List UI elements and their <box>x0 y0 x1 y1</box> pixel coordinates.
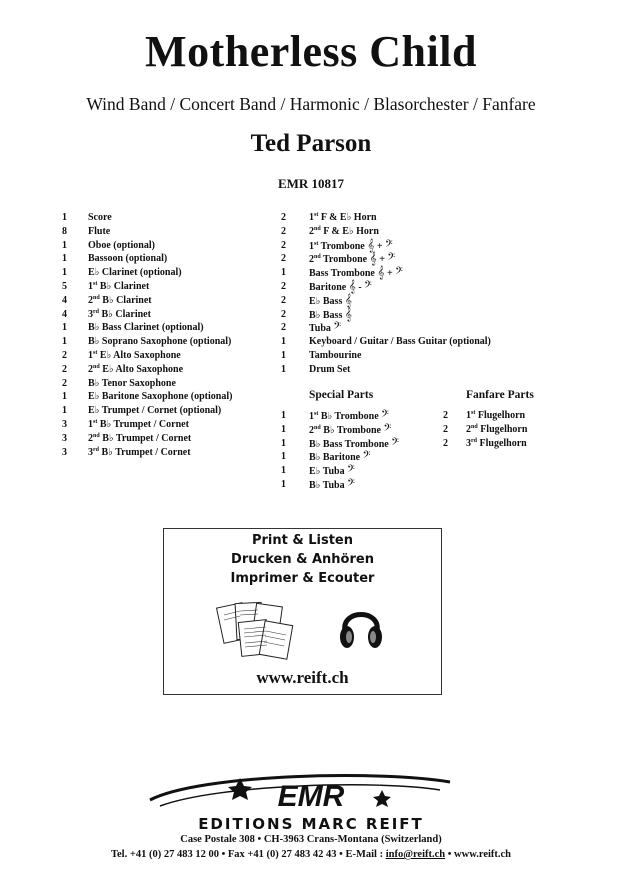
part-row <box>62 432 232 446</box>
part-quantity: 1 <box>281 437 286 449</box>
sheet-music-icon <box>214 599 304 661</box>
part-row <box>281 478 399 492</box>
part-name: 2nd B♭ Trumpet / Cornet <box>88 432 192 444</box>
part-quantity: 1 <box>281 363 286 375</box>
contact-website[interactable]: • www.reift.ch <box>445 849 512 860</box>
publisher-contact <box>0 849 622 860</box>
part-row <box>62 335 232 349</box>
part-quantity: 1 <box>281 410 286 421</box>
part-quantity: 1 <box>281 478 286 490</box>
part-quantity: 1 <box>62 322 67 334</box>
part-name: Baritone 𝄞 - 𝄢 <box>309 278 372 293</box>
part-row <box>281 294 491 308</box>
part-row <box>281 450 399 464</box>
part-row <box>281 239 491 253</box>
publisher-address: Case Postale 308 • CH-3963 Crans-Montana (Switzerland) <box>180 834 442 845</box>
part-name: B♭ Bass Clarinet (optional) <box>88 322 204 334</box>
part-name: Keyboard / Guitar / Bass Guitar (optional) <box>309 336 491 348</box>
part-row <box>281 266 491 280</box>
part-quantity: 3 <box>62 446 67 458</box>
part-quantity: 4 <box>62 308 67 320</box>
part-name: 3rd Flugelhorn <box>466 437 527 449</box>
part-row <box>62 446 232 460</box>
part-name: Drum Set <box>309 363 351 375</box>
part-name: B♭ Bass 𝄞 <box>309 306 352 321</box>
part-row <box>281 308 491 322</box>
part-quantity: 1 <box>281 465 286 477</box>
part-row <box>62 363 232 377</box>
part-quantity: 1 <box>62 391 67 403</box>
contact-phone-fax: Tel. +41 (0) 27 483 12 00 • Fax +41 (0) 27 483 42 43 • E-Mail : <box>110 849 386 860</box>
part-quantity: 2 <box>281 322 286 334</box>
part-name: Tambourine <box>309 349 362 361</box>
part-row <box>281 225 491 239</box>
part-quantity: 2 <box>281 253 286 265</box>
part-row <box>281 464 399 478</box>
part-name: E♭ Trumpet / Cornet (optional) <box>88 405 222 417</box>
part-name: B♭ Tenor Saxophone <box>88 377 176 389</box>
part-row <box>62 252 232 266</box>
part-quantity: 1 <box>281 267 286 279</box>
part-quantity: 2 <box>281 294 286 306</box>
instrumentation-list-left <box>62 211 232 459</box>
part-name: B♭ Baritone 𝄢 <box>309 449 371 464</box>
part-quantity: 1 <box>62 212 67 223</box>
part-quantity: 4 <box>62 294 67 306</box>
part-name: Score <box>88 212 112 223</box>
part-row <box>62 308 232 322</box>
part-row <box>62 294 232 308</box>
part-name: Bassoon (optional) <box>88 253 168 265</box>
part-quantity: 1 <box>281 451 286 463</box>
composer-name: Ted Parson <box>250 130 372 157</box>
part-row <box>443 437 527 451</box>
part-quantity: 1 <box>281 336 286 348</box>
part-name: Bass Trombone 𝄞 + 𝄢 <box>309 265 403 280</box>
part-quantity: 2 <box>281 212 286 223</box>
part-name: Flute <box>88 225 111 237</box>
part-name: 1st Flugelhorn <box>466 410 526 421</box>
part-name: E♭ Bass 𝄞 <box>309 292 352 307</box>
headphones-icon <box>336 597 386 655</box>
part-row <box>62 239 232 253</box>
part-quantity: 3 <box>62 418 67 430</box>
promo-line-english: Print & Listen <box>251 533 354 548</box>
part-quantity: 2 <box>281 280 286 292</box>
part-row <box>281 363 491 377</box>
part-row <box>281 437 399 451</box>
part-row <box>62 211 232 225</box>
part-name: 1st Trombone 𝄞 + 𝄢 <box>309 237 393 252</box>
part-row <box>281 423 399 437</box>
part-row <box>281 349 491 363</box>
part-name: 1st F & E♭ Horn <box>309 212 377 223</box>
part-quantity: 2 <box>281 239 286 251</box>
part-quantity: 2 <box>443 423 448 435</box>
part-quantity: 3 <box>62 432 67 444</box>
contact-email-link[interactable]: info@reift.ch <box>385 849 446 860</box>
part-row <box>281 409 399 423</box>
part-name: B♭ Bass Trombone 𝄢 <box>309 435 399 450</box>
part-quantity: 5 <box>62 280 67 292</box>
part-name: Tuba 𝄢 <box>309 320 342 335</box>
promo-website[interactable]: www.reift.ch <box>256 668 349 687</box>
part-row <box>281 335 491 349</box>
catalog-number: EMR 10817 <box>277 176 345 191</box>
promo-line-german: Drucken & Anhören <box>231 552 374 567</box>
part-name: E♭ Baritone Saxophone (optional) <box>88 391 233 403</box>
part-row <box>62 390 232 404</box>
part-quantity: 1 <box>62 253 67 265</box>
part-row <box>281 252 491 266</box>
fanfare-parts-heading: Fanfare Parts <box>466 389 534 401</box>
emr-logo-text: EMR <box>277 780 345 813</box>
part-quantity: 1 <box>62 405 67 417</box>
part-name: B♭ Soprano Saxophone (optional) <box>88 336 232 348</box>
part-quantity: 2 <box>62 377 67 389</box>
part-quantity: 8 <box>62 225 67 237</box>
part-name: 1st B♭ Trombone 𝄢 <box>309 408 389 422</box>
part-name: 1st B♭ Clarinet <box>88 280 150 292</box>
part-row <box>62 266 232 280</box>
part-quantity: 2 <box>443 410 448 421</box>
part-quantity: 1 <box>62 267 67 279</box>
part-quantity: 2 <box>443 437 448 449</box>
part-row <box>62 225 232 239</box>
publisher-name: EDITIONS MARC REIFT <box>198 815 424 833</box>
part-row <box>281 211 491 225</box>
part-quantity: 1 <box>281 349 286 361</box>
part-quantity: 2 <box>281 308 286 320</box>
part-name: 2nd F & E♭ Horn <box>309 225 379 237</box>
part-row <box>62 280 232 294</box>
part-row <box>443 409 527 423</box>
promo-line-french: Imprimer & Ecouter <box>230 571 375 586</box>
part-row <box>62 349 232 363</box>
part-name: E♭ Tuba 𝄢 <box>309 463 355 478</box>
instrumentation-list-middle <box>281 211 491 377</box>
part-quantity: 1 <box>62 239 67 251</box>
part-quantity: 2 <box>62 349 67 361</box>
part-name: 1st E♭ Alto Saxophone <box>88 349 181 361</box>
part-name: 2nd Flugelhorn <box>466 423 528 435</box>
part-row <box>62 377 232 391</box>
fanfare-parts-list <box>443 409 527 450</box>
ensemble-subtitle: Wind Band / Concert Band / Harmonic / Blasorchester / Fanfare <box>86 94 536 114</box>
part-name: 3rd B♭ Trumpet / Cornet <box>88 446 191 458</box>
part-row <box>281 280 491 294</box>
special-parts-list <box>281 409 399 492</box>
part-row <box>62 321 232 335</box>
part-row <box>443 423 527 437</box>
part-row <box>62 404 232 418</box>
part-name: Oboe (optional) <box>88 239 155 251</box>
part-quantity: 2 <box>281 225 286 237</box>
part-name: 2nd B♭ Clarinet <box>88 294 152 306</box>
part-row <box>62 418 232 432</box>
part-quantity: 2 <box>62 363 67 375</box>
part-name: 2nd B♭ Trombone 𝄢 <box>309 421 392 436</box>
piece-title: Motherless Child <box>145 27 477 76</box>
special-parts-heading: Special Parts <box>309 389 374 401</box>
part-name: B♭ Tuba 𝄢 <box>309 476 355 491</box>
part-quantity: 1 <box>281 423 286 435</box>
print-and-listen-box <box>163 528 442 695</box>
part-name: 3rd B♭ Clarinet <box>88 308 151 320</box>
part-name: 2nd Trombone 𝄞 + 𝄢 <box>309 251 396 266</box>
part-name: 1st B♭ Trumpet / Cornet <box>88 418 189 430</box>
part-name: E♭ Clarinet (optional) <box>88 267 182 279</box>
part-row <box>281 321 491 335</box>
part-quantity: 1 <box>62 336 67 348</box>
part-name: 2nd E♭ Alto Saxophone <box>88 363 184 375</box>
